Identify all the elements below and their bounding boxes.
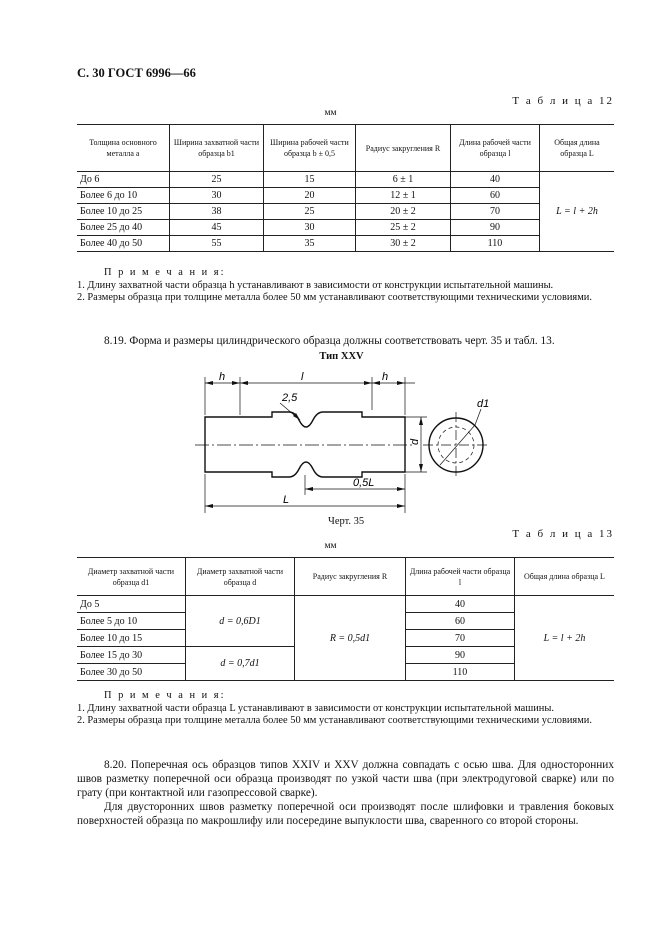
table-cell: 90 xyxy=(451,220,540,236)
dim-total-l: L xyxy=(283,494,290,506)
table-cell: 40 xyxy=(406,596,515,613)
table-12-header: Общая длина образца L xyxy=(540,125,615,172)
table-13-notes xyxy=(77,690,614,728)
table-row xyxy=(77,596,614,613)
table-cell: 30 xyxy=(264,220,356,236)
table-cell: 25 xyxy=(170,172,264,188)
table-12-total-formula: L = l + 2h xyxy=(540,172,615,252)
note-item: 1. Длину захватной части образца h устанавливают в зависимости от конструкции испытательной машины. xyxy=(77,279,554,291)
table-row xyxy=(77,172,614,188)
dim-half-l: 0,5L xyxy=(353,477,375,489)
table-cell: 30 ± 2 xyxy=(356,236,451,252)
table-row xyxy=(77,220,614,236)
table-row xyxy=(77,188,614,204)
paragraph-8-20-part-1: 8.20. Поперечная ось образцов типов XXIV и XXV должна совпадать с осью шва. Для односторонних швов разметку поперечной оси образца производят по узкой части шва (при электродуговой сварке) или по грату (при контактной или газопрессовой сварке). xyxy=(77,759,614,799)
table-cell: 20 xyxy=(264,188,356,204)
table-cell: 110 xyxy=(451,236,540,252)
table-12-header: Длина рабочей части образца l xyxy=(451,125,540,172)
table-13-d-group-1: d = 0,6D1 xyxy=(186,596,295,647)
table-12-notes xyxy=(77,267,614,305)
table-cell: 20 ± 2 xyxy=(356,204,451,220)
table-12-header: Ширина захватной части образца b1 xyxy=(170,125,264,172)
dim-d: d xyxy=(409,438,421,445)
table-13-header: Диаметр захватной части образца d1 xyxy=(77,558,186,596)
figure-caption: Черт. 35 xyxy=(328,516,365,527)
table-cell: 70 xyxy=(451,204,540,220)
table-cell: 45 xyxy=(170,220,264,236)
table-cell: 60 xyxy=(406,613,515,630)
table-cell: Более 40 до 50 xyxy=(77,236,170,252)
table-13-label: Т а б л и ц а 13 xyxy=(512,528,614,540)
table-12-label: Т а б л и ц а 12 xyxy=(512,95,614,107)
table-cell: 40 xyxy=(451,172,540,188)
table-12-header: Ширина рабочей части образца b ± 0,5 xyxy=(264,125,356,172)
table-12 xyxy=(77,124,614,252)
table-cell: Более 6 до 10 xyxy=(77,188,170,204)
table-12-header: Радиус закругления R xyxy=(356,125,451,172)
table-12-header-row xyxy=(77,125,614,172)
dim-h-right: h xyxy=(382,371,389,383)
notes-heading: П р и м е ч а н и я: xyxy=(104,690,226,701)
table-cell: Более 30 до 50 xyxy=(77,664,186,681)
table-cell: 30 xyxy=(170,188,264,204)
table-cell: 35 xyxy=(264,236,356,252)
table-12-header: Толщина основного металла a xyxy=(77,125,170,172)
table-cell: 15 xyxy=(264,172,356,188)
table-cell: 12 ± 1 xyxy=(356,188,451,204)
table-cell: 55 xyxy=(170,236,264,252)
paragraph-8-19: 8.19. Форма и размеры цилиндрического образца должны соответствовать черт. 35 и табл. 13. xyxy=(104,335,555,347)
table-13-header-row xyxy=(77,558,614,596)
table-row xyxy=(77,204,614,220)
table-13-header: Общая длина образца L xyxy=(515,558,615,596)
table-cell: 110 xyxy=(406,664,515,681)
table-13-header: Радиус закругления R xyxy=(295,558,406,596)
note-item: 2. Размеры образца при толщине металла более 50 мм устанавливают соответствующими техническими условиями. xyxy=(77,715,592,727)
table-13-header: Диаметр захватной части образца d xyxy=(186,558,295,596)
table-cell: Более 25 до 40 xyxy=(77,220,170,236)
table-cell: 90 xyxy=(406,647,515,664)
page-header: С. 30 ГОСТ 6996—66 xyxy=(77,66,196,80)
table-cell: Более 5 до 10 xyxy=(77,613,186,630)
table-13 xyxy=(77,557,614,681)
note-item: 1. Длину захватной части образца L устанавливают в зависимости от конструкции испытательной машины. xyxy=(77,702,554,714)
figure-type-label: Тип XXV xyxy=(319,351,364,362)
table-cell: Более 15 до 30 xyxy=(77,647,186,664)
table-cell: Более 10 до 15 xyxy=(77,630,186,647)
table-13-radius-formula: R = 0,5d1 xyxy=(295,596,406,681)
table-cell: 38 xyxy=(170,204,264,220)
table-12-unit: мм xyxy=(324,108,337,118)
table-cell: 60 xyxy=(451,188,540,204)
specimen-drawing xyxy=(185,365,515,515)
dim-d1: d1 xyxy=(477,398,490,410)
table-13-total-formula: L = l + 2h xyxy=(515,596,615,681)
table-cell: 70 xyxy=(406,630,515,647)
table-cell: До 6 xyxy=(77,172,170,188)
table-cell: 25 xyxy=(264,204,356,220)
table-row xyxy=(77,236,614,252)
notes-heading: П р и м е ч а н и я: xyxy=(104,267,226,278)
table-cell: Более 10 до 25 xyxy=(77,204,170,220)
table-13-header: Длина рабочей части образца l xyxy=(406,558,515,596)
paragraph-8-20 xyxy=(77,758,614,828)
table-cell: 25 ± 2 xyxy=(356,220,451,236)
table-13-d-group-2: d = 0,7d1 xyxy=(186,647,295,681)
table-cell: До 5 xyxy=(77,596,186,613)
dim-h-left: h xyxy=(219,371,226,383)
dim-radius: 2,5 xyxy=(282,392,298,404)
table-cell: 6 ± 1 xyxy=(356,172,451,188)
dim-l: l xyxy=(301,371,304,383)
note-item: 2. Размеры образца при толщине металла более 50 мм устанавливают соответствующими техническими условиями. xyxy=(77,292,592,304)
table-13-unit: мм xyxy=(324,541,337,551)
paragraph-8-20-part-2: Для двусторонних швов разметку поперечной оси производят после шлифовки и травления боковых поверхностей образца по макрошлифу или посередине выпуклости шва, сваренного со второй стороны. xyxy=(77,801,614,827)
